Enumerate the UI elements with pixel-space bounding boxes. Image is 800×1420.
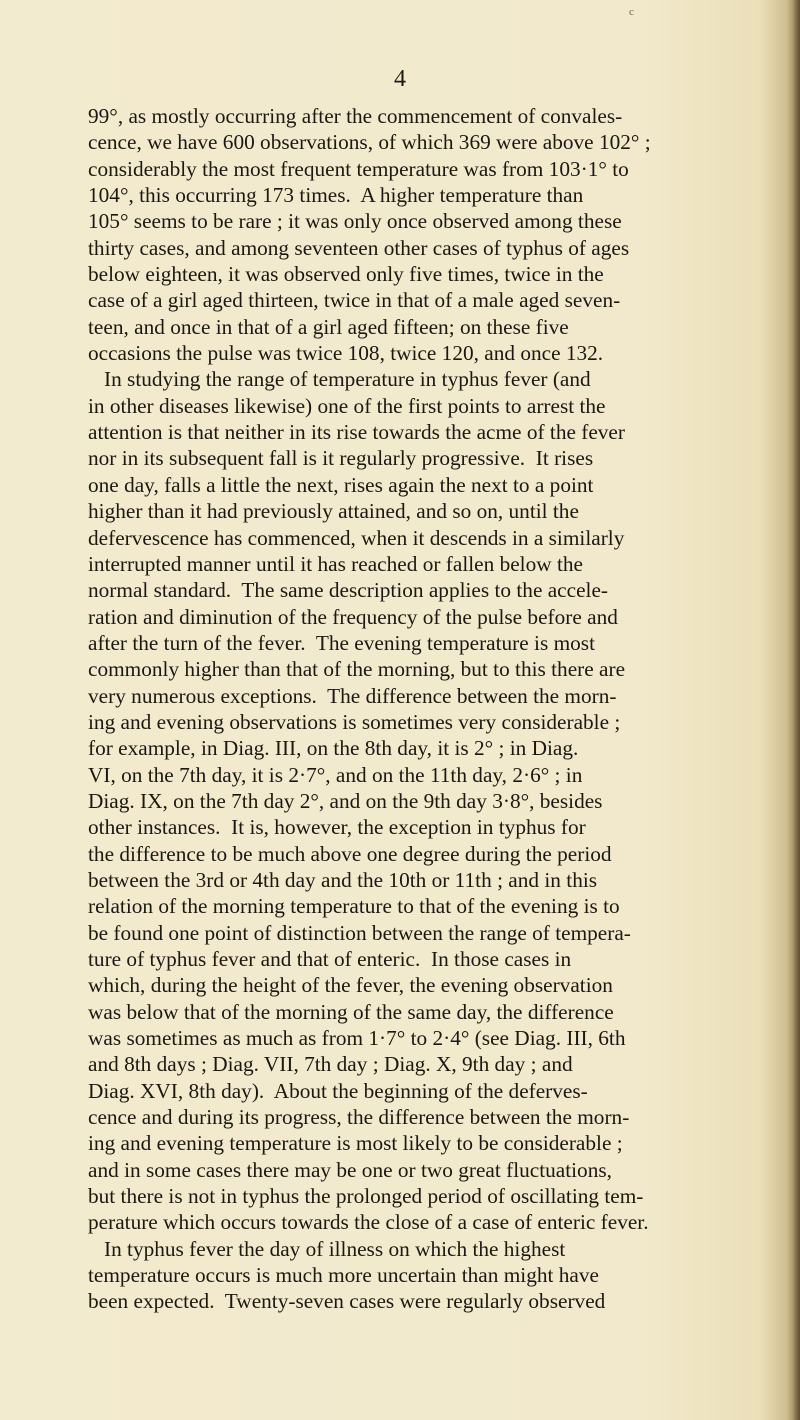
text-line: was below that of the morning of the same day, the difference bbox=[88, 999, 614, 1024]
text-line: interrupted manner until it has reached or fallen below the bbox=[88, 551, 583, 576]
text-line: defervescence has commenced, when it descends in a similarly bbox=[88, 525, 625, 550]
page-number: 4 bbox=[394, 66, 406, 92]
text-line: VI, on the 7th day, it is 2·7°, and on the 11th day, 2·6° ; in bbox=[88, 762, 583, 787]
page-edge-shadow bbox=[786, 0, 800, 1420]
text-line: one day, falls a little the next, rises again the next to a point bbox=[88, 472, 594, 497]
text-line: teen, and once in that of a girl aged fifteen; on these five bbox=[88, 314, 569, 339]
text-line: In studying the range of temperature in typhus fever (and bbox=[88, 367, 591, 392]
text-line: ing and evening temperature is most likely to be considerable ; bbox=[88, 1131, 623, 1156]
text-line: nor in its subsequent fall is it regularly progressive. It rises bbox=[88, 446, 594, 471]
text-line: perature which occurs towards the close of a case of enteric fever. bbox=[88, 1210, 649, 1235]
print-speck: c bbox=[629, 6, 634, 18]
text-line: cence and during its progress, the difference between the morn- bbox=[88, 1105, 630, 1130]
text-line: occasions the pulse was twice 108, twice 120, and once 132. bbox=[88, 341, 604, 366]
text-line: ration and diminution of the frequency of the pulse before and bbox=[88, 604, 618, 629]
text-line: been expected. Twenty-seven cases were regularly observed bbox=[88, 1289, 606, 1314]
text-line: Diag. IX, on the 7th day 2°, and on the 9th day 3·8°, besides bbox=[88, 788, 603, 813]
text-line: ture of typhus fever and that of enteric. In those cases in bbox=[88, 947, 572, 971]
text-line: and in some cases there may be one or two great fluctuations, bbox=[88, 1157, 612, 1182]
text-line: normal standard. The same description applies to the accele- bbox=[88, 578, 609, 603]
text-line: after the turn of the fever. The evening temperature is most bbox=[88, 630, 595, 655]
text-line: 105° seems to be rare ; it was only once observed among these bbox=[88, 209, 622, 234]
text-line: thirty cases, and among seventeen other cases of typhus of ages bbox=[88, 235, 630, 260]
text-line: commonly higher than that of the morning, but to this there are bbox=[88, 657, 626, 682]
text-line: 99°, as mostly occurring after the commencement of convales- bbox=[88, 104, 623, 128]
text-line: 104°, this occurring 173 times. A higher temperature than bbox=[88, 183, 584, 208]
text-line: between the 3rd or 4th day and the 10th or 11th ; and in this bbox=[88, 867, 598, 892]
text-line: below eighteen, it was observed only five times, twice in the bbox=[88, 262, 604, 287]
text-line: relation of the morning temperature to that of the evening is to bbox=[88, 894, 620, 919]
text-line: but there is not in typhus the prolonged period of oscillating tem- bbox=[88, 1184, 644, 1209]
text-line: considerably the most frequent temperature was from 103·1° to bbox=[88, 156, 629, 181]
text-line: which, during the height of the fever, the evening observation bbox=[88, 973, 613, 998]
text-line: Diag. XVI, 8th day). About the beginning of the deferves- bbox=[88, 1078, 588, 1103]
text-line: case of a girl aged thirteen, twice in that of a male aged seven- bbox=[88, 288, 621, 313]
text-line: cence, we have 600 observations, of which 369 were above 102° ; bbox=[88, 130, 651, 155]
text-line: In typhus fever the day of illness on which the highest bbox=[88, 1236, 566, 1261]
text-line: for example, in Diag. III, on the 8th day, it is 2° ; in Diag. bbox=[88, 736, 579, 761]
text-line: and 8th days ; Diag. VII, 7th day ; Diag. X, 9th day ; and bbox=[88, 1052, 573, 1077]
text-line: other instances. It is, however, the exception in typhus for bbox=[88, 815, 586, 840]
body-text bbox=[88, 103, 788, 1315]
text-line: be found one point of distinction between the range of tempera- bbox=[88, 920, 631, 945]
text-line: higher than it had previously attained, and so on, until the bbox=[88, 499, 579, 524]
text-line: very numerous exceptions. The difference between the morn- bbox=[88, 683, 617, 708]
text-line: was sometimes as much as from 1·7° to 2·4° (see Diag. III, 6th bbox=[88, 1026, 626, 1051]
text-line: temperature occurs is much more uncertain than might have bbox=[88, 1263, 599, 1288]
text-line: ing and evening observations is sometimes very considerable ; bbox=[88, 709, 621, 734]
text-line: the difference to be much above one degree during the period bbox=[88, 841, 612, 866]
text-line: in other diseases likewise) one of the first points to arrest the bbox=[88, 393, 606, 418]
text-line: attention is that neither in its rise towards the acme of the fever bbox=[88, 420, 625, 445]
